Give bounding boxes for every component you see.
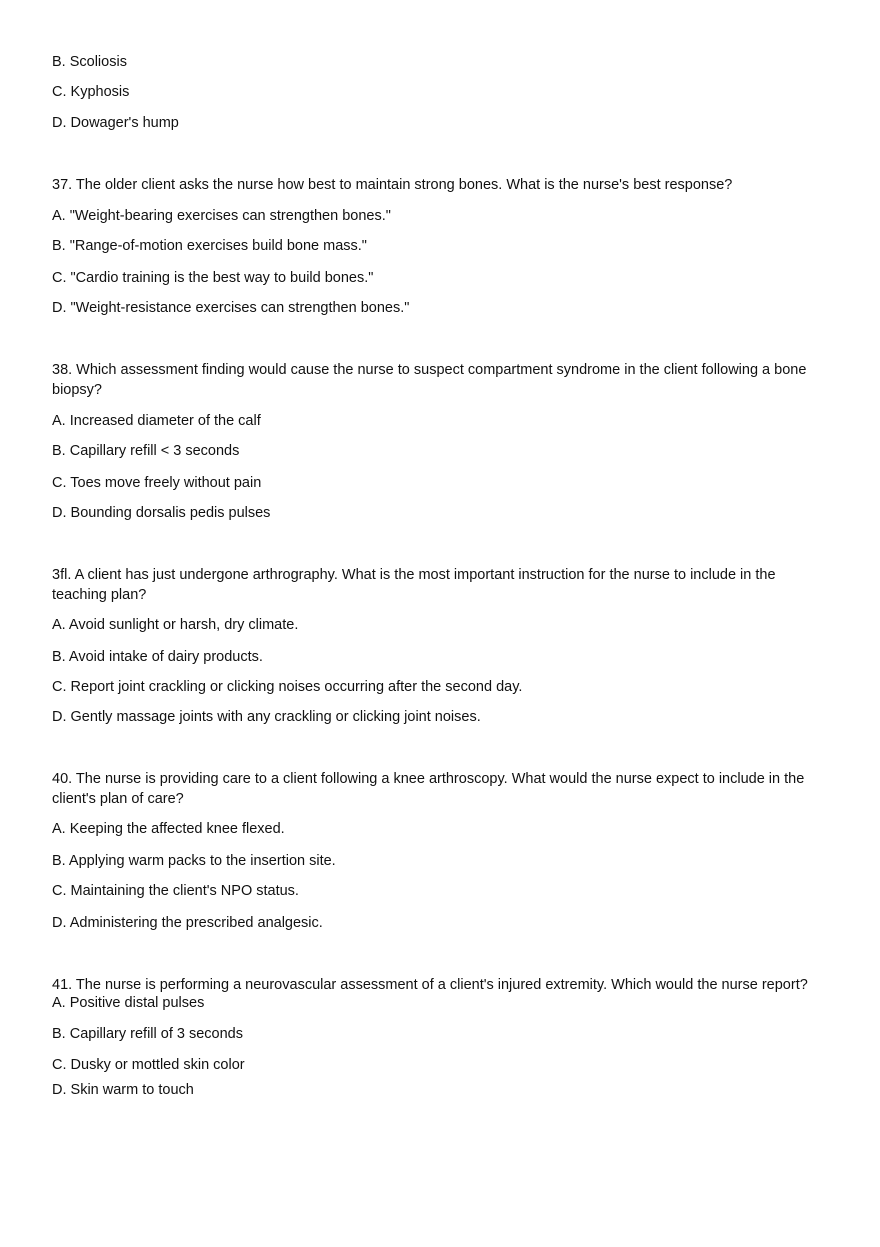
question-stem: 3fl. A client has just undergone arthrography. What is the most important instruction for the nurse to include in the teaching plan? bbox=[52, 567, 776, 603]
option-d: D. Gently massage joints with any crackling or clicking joint noises. bbox=[52, 709, 481, 725]
question-stem: 37. The older client asks the nurse how best to maintain strong bones. What is the nurse's best response? bbox=[52, 177, 733, 193]
option-c: C. Report joint crackling or clicking noises occurring after the second day. bbox=[52, 679, 523, 695]
option-b: B. "Range-of-motion exercises build bone mass." bbox=[52, 238, 367, 254]
option-d: D. Administering the prescribed analgesic. bbox=[52, 915, 323, 931]
option-c: C. Maintaining the client's NPO status. bbox=[52, 883, 299, 899]
option-b: B. Scoliosis bbox=[52, 54, 127, 70]
option-c: C. Dusky or mottled skin color bbox=[52, 1057, 245, 1073]
option-c: C. Kyphosis bbox=[52, 84, 130, 100]
option-d: D. Dowager's hump bbox=[52, 115, 179, 131]
option-a: A. Keeping the affected knee flexed. bbox=[52, 821, 285, 837]
option-d: D. Skin warm to touch bbox=[52, 1082, 194, 1098]
question-stem: 38. Which assessment finding would cause the nurse to suspect compartment syndrome in the client following a bone biopsy? bbox=[52, 362, 807, 398]
option-a: A. "Weight-bearing exercises can strengthen bones." bbox=[52, 208, 391, 224]
option-c: C. "Cardio training is the best way to build bones." bbox=[52, 270, 374, 286]
option-b: B. Applying warm packs to the insertion site. bbox=[52, 853, 336, 869]
option-c: C. Toes move freely without pain bbox=[52, 475, 262, 491]
option-a: A. Increased diameter of the calf bbox=[52, 413, 261, 429]
option-b: B. Capillary refill < 3 seconds bbox=[52, 443, 240, 459]
option-b: B. Avoid intake of dairy products. bbox=[52, 649, 263, 665]
option-d: D. Bounding dorsalis pedis pulses bbox=[52, 505, 271, 521]
option-b: B. Capillary refill of 3 seconds bbox=[52, 1026, 243, 1042]
option-a: A. Positive distal pulses bbox=[52, 995, 205, 1011]
option-d: D. "Weight-resistance exercises can strengthen bones." bbox=[52, 300, 410, 316]
option-a: A. Avoid sunlight or harsh, dry climate. bbox=[52, 617, 299, 633]
question-stem: 41. The nurse is performing a neurovascular assessment of a client's injured extremity. Which would the nurse report? bbox=[52, 977, 808, 993]
question-stem: 40. The nurse is providing care to a client following a knee arthroscopy. What would the nurse expect to include in the client's plan of care? bbox=[52, 771, 805, 807]
